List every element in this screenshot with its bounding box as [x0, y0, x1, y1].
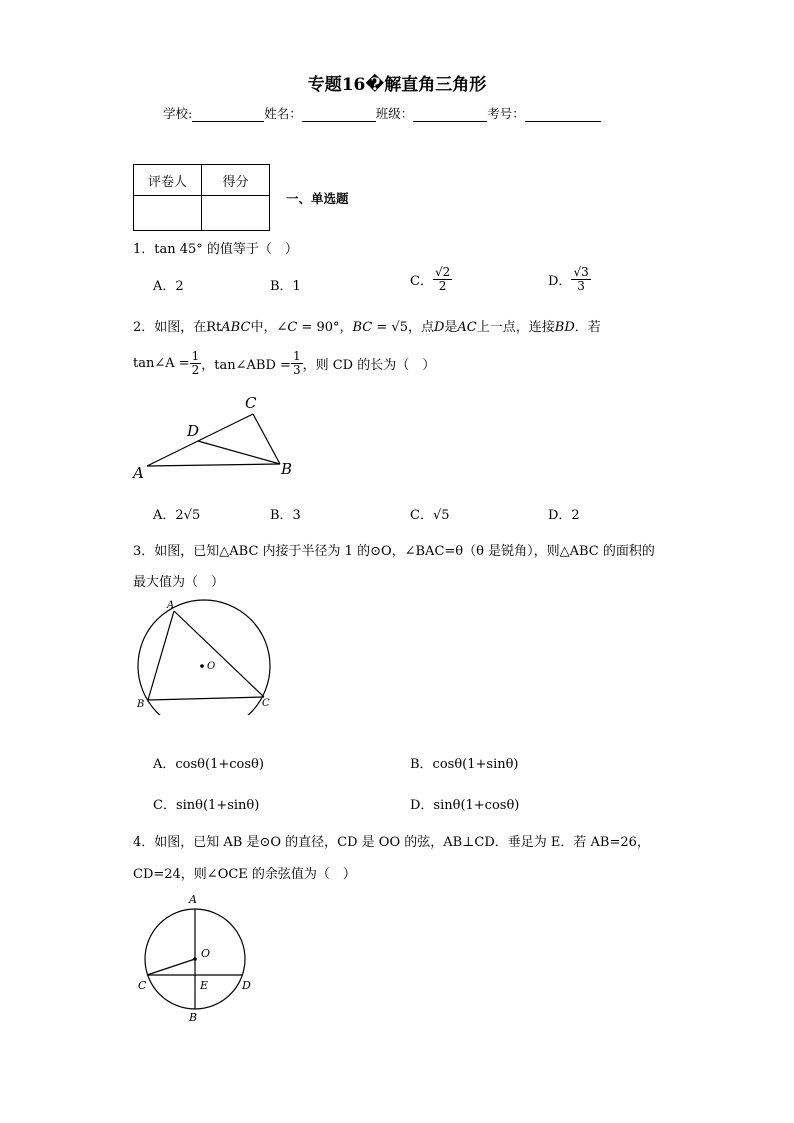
q1-option-a[interactable]: A．2 [153, 279, 184, 294]
q3-option-b[interactable]: B．cosθ(1+sinθ) [410, 757, 519, 772]
q2-figure [125, 390, 310, 490]
id-label: 考号： [487, 106, 525, 121]
q2-option-a[interactable]: A．2√5 [153, 508, 201, 523]
segment-ac [174, 611, 264, 697]
q4-stem-line1: 4．如图，已知 AB 是⊙O 的直径，CD 是 OO 的弦，AB⊥CD．垂足为 E．若 AB=26， [133, 835, 650, 850]
id-blank[interactable] [525, 107, 601, 122]
school-blank[interactable] [192, 107, 264, 122]
section-title: 一、单选题 [286, 191, 349, 206]
q1-c-denominator: 2 [438, 279, 447, 294]
q2-var-abc: ABC [221, 320, 251, 335]
grader-cell[interactable] [134, 196, 202, 231]
q4-stem-line2: CD=24，则∠OCE 的余弦值为（ ） [133, 867, 356, 882]
q2-stem-line2 [133, 350, 435, 377]
segment-cb [253, 414, 280, 464]
label-c: C [138, 979, 147, 992]
q2-text: 中，∠ [250, 320, 288, 335]
q3-stem-line2: 最大值为（ ） [133, 575, 225, 590]
class-label: 班级： [375, 106, 414, 121]
label-o: O [207, 661, 216, 672]
segment-ab [148, 611, 174, 700]
q1-option-b[interactable]: B．1 [270, 279, 301, 294]
q2-option-b[interactable]: B．3 [270, 508, 301, 523]
label-c: C [245, 394, 257, 412]
q2-var-ac: AC [457, 320, 477, 335]
q1-option-c-fraction [433, 266, 452, 293]
q2-var-c: C [287, 320, 298, 335]
label-a: A [167, 600, 175, 611]
q2-text: 上一点，连接 [476, 320, 555, 335]
q2-var-d: D [433, 320, 445, 335]
q1-stem: 1．tan 45° 的值等于（ ） [133, 242, 298, 257]
center-point [200, 664, 204, 668]
q2-half-fraction [190, 350, 202, 377]
q2-third-denominator: 3 [292, 363, 301, 378]
label-b: B [189, 1011, 198, 1024]
segment-ac [147, 414, 253, 466]
q2-third-numerator: 1 [292, 349, 301, 363]
q1-option-d-label: D． [548, 274, 572, 290]
q2-text: = √5，点 [372, 320, 434, 335]
page-title: 专题16�解直角三角形 [307, 75, 487, 95]
q2-text: ．若 [574, 320, 601, 335]
q3-figure [130, 595, 280, 715]
segment-bc [148, 697, 264, 700]
label-d: D [187, 422, 200, 440]
q3-option-a[interactable]: A．cosθ(1+cosθ) [153, 757, 264, 772]
q3-stem-line1: 3．如图，已知△ABC 内接于半径为 1 的⊙O，∠BAC=θ（θ 是锐角），则△ABC 的面积的 [133, 544, 655, 559]
grading-table [133, 164, 270, 231]
label-a: A [133, 464, 144, 482]
q2-var-bd: BD [554, 320, 575, 335]
name-label: 姓名： [264, 106, 302, 121]
q2-text: 是 [444, 320, 458, 335]
q2-tan-a: tan∠A = [133, 356, 190, 372]
q3-option-c[interactable]: C．sinθ(1+sinθ) [153, 798, 260, 813]
center-point [193, 957, 197, 961]
name-blank[interactable] [302, 107, 376, 122]
segment-ab [147, 464, 280, 466]
segment-oc [147, 959, 195, 975]
q2-tan-abd: ，tan∠ABD = [201, 358, 291, 374]
q1-option-c-label: C． [410, 274, 433, 290]
student-info-line [163, 104, 601, 122]
q1-option-c[interactable] [410, 266, 452, 293]
q2-half-numerator: 1 [191, 349, 200, 363]
q2-var-bc: BC [352, 320, 373, 335]
label-c: C [262, 698, 270, 709]
label-b: B [281, 460, 293, 478]
q2-tail: ，则 CD 的长为（ ） [302, 358, 436, 374]
q2-half-denominator: 2 [191, 363, 200, 378]
label-a: A [189, 893, 197, 906]
segment-db [198, 441, 280, 464]
label-d: D [242, 979, 251, 992]
q1-c-numerator: √2 [434, 265, 451, 279]
label-b: B [137, 699, 145, 710]
q1-d-numerator: √3 [573, 265, 589, 279]
score-cell[interactable] [202, 196, 270, 231]
q1-d-denominator: 3 [577, 279, 585, 294]
school-label: 学校: [163, 106, 193, 121]
q1-option-d-fraction [571, 266, 590, 293]
class-blank[interactable] [413, 107, 487, 122]
q2-text: = 90°， [297, 320, 353, 335]
q2-option-c[interactable]: C．√5 [410, 508, 450, 523]
grader-header: 评卷人 [134, 165, 202, 196]
q2-option-d[interactable]: D．2 [548, 508, 580, 523]
q4-figure [130, 888, 270, 1028]
q2-stem-line1 [133, 316, 601, 335]
score-header: 得分 [202, 165, 270, 196]
q2-text: 2．如图，在Rt [133, 320, 222, 335]
q2-third-fraction [291, 350, 303, 377]
label-e: E [200, 979, 209, 992]
q3-option-d[interactable]: D．sinθ(1+cosθ) [410, 798, 520, 813]
label-o: O [201, 947, 211, 960]
q1-option-d[interactable] [548, 266, 591, 293]
